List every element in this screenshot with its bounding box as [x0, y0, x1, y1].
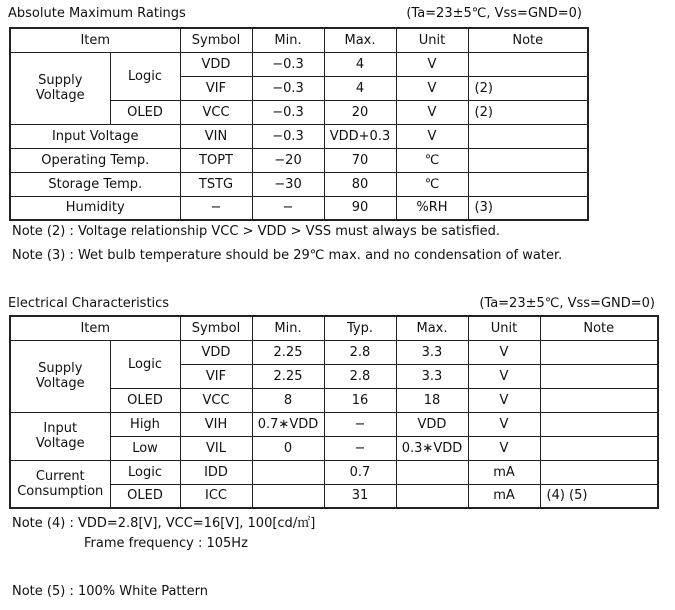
note-3: Note (3) : Wet bulb temperature should be 29℃ max. and no condensation of water. [12, 248, 563, 263]
cell-max [396, 460, 468, 484]
cell-min: 2.25 [252, 340, 324, 364]
cell-symbol: VIN [180, 124, 252, 148]
cell-unit: V [468, 364, 540, 388]
table-header-row [10, 316, 658, 340]
cell-unit: V [396, 124, 468, 148]
cell-unit: V [468, 388, 540, 412]
header-note: Note [540, 316, 658, 340]
table-row [10, 196, 588, 220]
header-min: Min. [252, 28, 324, 52]
group-input-voltage: Input Voltage [10, 412, 110, 460]
elec-title: Electrical Characteristics [8, 296, 170, 311]
header-symbol: Symbol [180, 316, 252, 340]
cell-typ: 16 [324, 388, 396, 412]
cell-symbol: VCC [180, 100, 252, 124]
cell-note: (3) [468, 196, 588, 220]
note-5: Note (5) : 100% White Pattern [12, 584, 208, 599]
note-4: Note (4) : VDD=2.8[V], VCC=16[V], 100[cd/㎡] [12, 516, 316, 531]
cell-note [468, 148, 588, 172]
cell-min: −30 [252, 172, 324, 196]
cell-max: 4 [324, 76, 396, 100]
cell-typ: 2.8 [324, 340, 396, 364]
sub-oled: OLED [110, 100, 180, 124]
cell-max: 20 [324, 100, 396, 124]
cell-max: 3.3 [396, 340, 468, 364]
cell-note [540, 340, 658, 364]
cell-max: 90 [324, 196, 396, 220]
cell-min: 2.25 [252, 364, 324, 388]
cell-symbol: ICC [180, 484, 252, 508]
cell-max: 18 [396, 388, 468, 412]
table-row [10, 412, 658, 436]
cell-symbol: VIF [180, 76, 252, 100]
cell-note [468, 172, 588, 196]
cell-typ: 2.8 [324, 364, 396, 388]
cell-note [540, 436, 658, 460]
cell-unit: mA [468, 460, 540, 484]
cell-max: 80 [324, 172, 396, 196]
cell-min [252, 484, 324, 508]
cell-typ: 0.7 [324, 460, 396, 484]
cell-note [540, 364, 658, 388]
cell-min: 8 [252, 388, 324, 412]
cell-max: 3.3 [396, 364, 468, 388]
header-note: Note [468, 28, 588, 52]
group-current-consumption: Current Consumption [10, 460, 110, 508]
note-2: Note (2) : Voltage relationship VCC > VDD > VSS must always be satisfied. [12, 224, 501, 239]
cell-unit: V [468, 412, 540, 436]
cell-symbol: VIH [180, 412, 252, 436]
cell-max: 0.3∗VDD [396, 436, 468, 460]
cell-max [396, 484, 468, 508]
cell-max: VDD [396, 412, 468, 436]
cell-note: (2) [468, 100, 588, 124]
group-supply-voltage: Supply Voltage [10, 340, 110, 412]
sub-oled: OLED [110, 388, 180, 412]
sub-logic: Logic [110, 340, 180, 388]
elec-condition: (Ta=23±5℃, Vss=GND=0) [479, 296, 655, 311]
group-supply-voltage: Supply Voltage [10, 52, 110, 124]
table-row [10, 340, 658, 364]
cell-note [468, 124, 588, 148]
cell-symbol: VCC [180, 388, 252, 412]
cell-symbol: VDD [180, 52, 252, 76]
header-max: Max. [324, 28, 396, 52]
cell-note [468, 52, 588, 76]
cell-max: 70 [324, 148, 396, 172]
header-item: Item [10, 28, 180, 52]
cell-typ: − [324, 412, 396, 436]
header-unit: Unit [396, 28, 468, 52]
cell-max: 4 [324, 52, 396, 76]
cell-unit: mA [468, 484, 540, 508]
cell-typ: − [324, 436, 396, 460]
table-row [10, 172, 588, 196]
sub-low: Low [110, 436, 180, 460]
header-item: Item [10, 316, 180, 340]
abs-title: Absolute Maximum Ratings [8, 6, 186, 21]
cell-unit: V [396, 76, 468, 100]
cell-item: Input Voltage [10, 124, 180, 148]
cell-unit: ℃ [396, 172, 468, 196]
cell-note: (4) (5) [540, 484, 658, 508]
table-header-row [10, 28, 588, 52]
cell-min: −20 [252, 148, 324, 172]
cell-min: −0.3 [252, 52, 324, 76]
cell-item: Storage Temp. [10, 172, 180, 196]
cell-unit: V [468, 436, 540, 460]
cell-symbol: VDD [180, 340, 252, 364]
header-min: Min. [252, 316, 324, 340]
cell-note [540, 460, 658, 484]
header-max: Max. [396, 316, 468, 340]
elec-table [9, 315, 659, 509]
cell-min: 0 [252, 436, 324, 460]
cell-symbol: TSTG [180, 172, 252, 196]
sub-logic: Logic [110, 460, 180, 484]
abs-condition: (Ta=23±5℃, Vss=GND=0) [406, 6, 582, 21]
cell-symbol: TOPT [180, 148, 252, 172]
sub-high: High [110, 412, 180, 436]
cell-unit: %RH [396, 196, 468, 220]
sub-oled: OLED [110, 484, 180, 508]
cell-min: −0.3 [252, 100, 324, 124]
table-row [10, 124, 588, 148]
note-4-frame-frequency: Frame frequency : 105Hz [84, 536, 248, 551]
table-row [10, 460, 658, 484]
cell-note: (2) [468, 76, 588, 100]
cell-note [540, 412, 658, 436]
cell-min [252, 460, 324, 484]
cell-max: VDD+0.3 [324, 124, 396, 148]
cell-symbol: IDD [180, 460, 252, 484]
header-unit: Unit [468, 316, 540, 340]
header-symbol: Symbol [180, 28, 252, 52]
sub-logic: Logic [110, 52, 180, 100]
cell-symbol: VIF [180, 364, 252, 388]
cell-symbol: − [180, 196, 252, 220]
header-typ: Typ. [324, 316, 396, 340]
cell-note [540, 388, 658, 412]
abs-table [9, 27, 589, 221]
cell-min: −0.3 [252, 124, 324, 148]
cell-min: − [252, 196, 324, 220]
cell-unit: V [468, 340, 540, 364]
cell-min: −0.3 [252, 76, 324, 100]
cell-item: Humidity [10, 196, 180, 220]
table-row [10, 148, 588, 172]
cell-unit: V [396, 100, 468, 124]
table-row [10, 52, 588, 76]
cell-symbol: VIL [180, 436, 252, 460]
cell-typ: 31 [324, 484, 396, 508]
cell-item: Operating Temp. [10, 148, 180, 172]
cell-unit: ℃ [396, 148, 468, 172]
cell-unit: V [396, 52, 468, 76]
cell-min: 0.7∗VDD [252, 412, 324, 436]
